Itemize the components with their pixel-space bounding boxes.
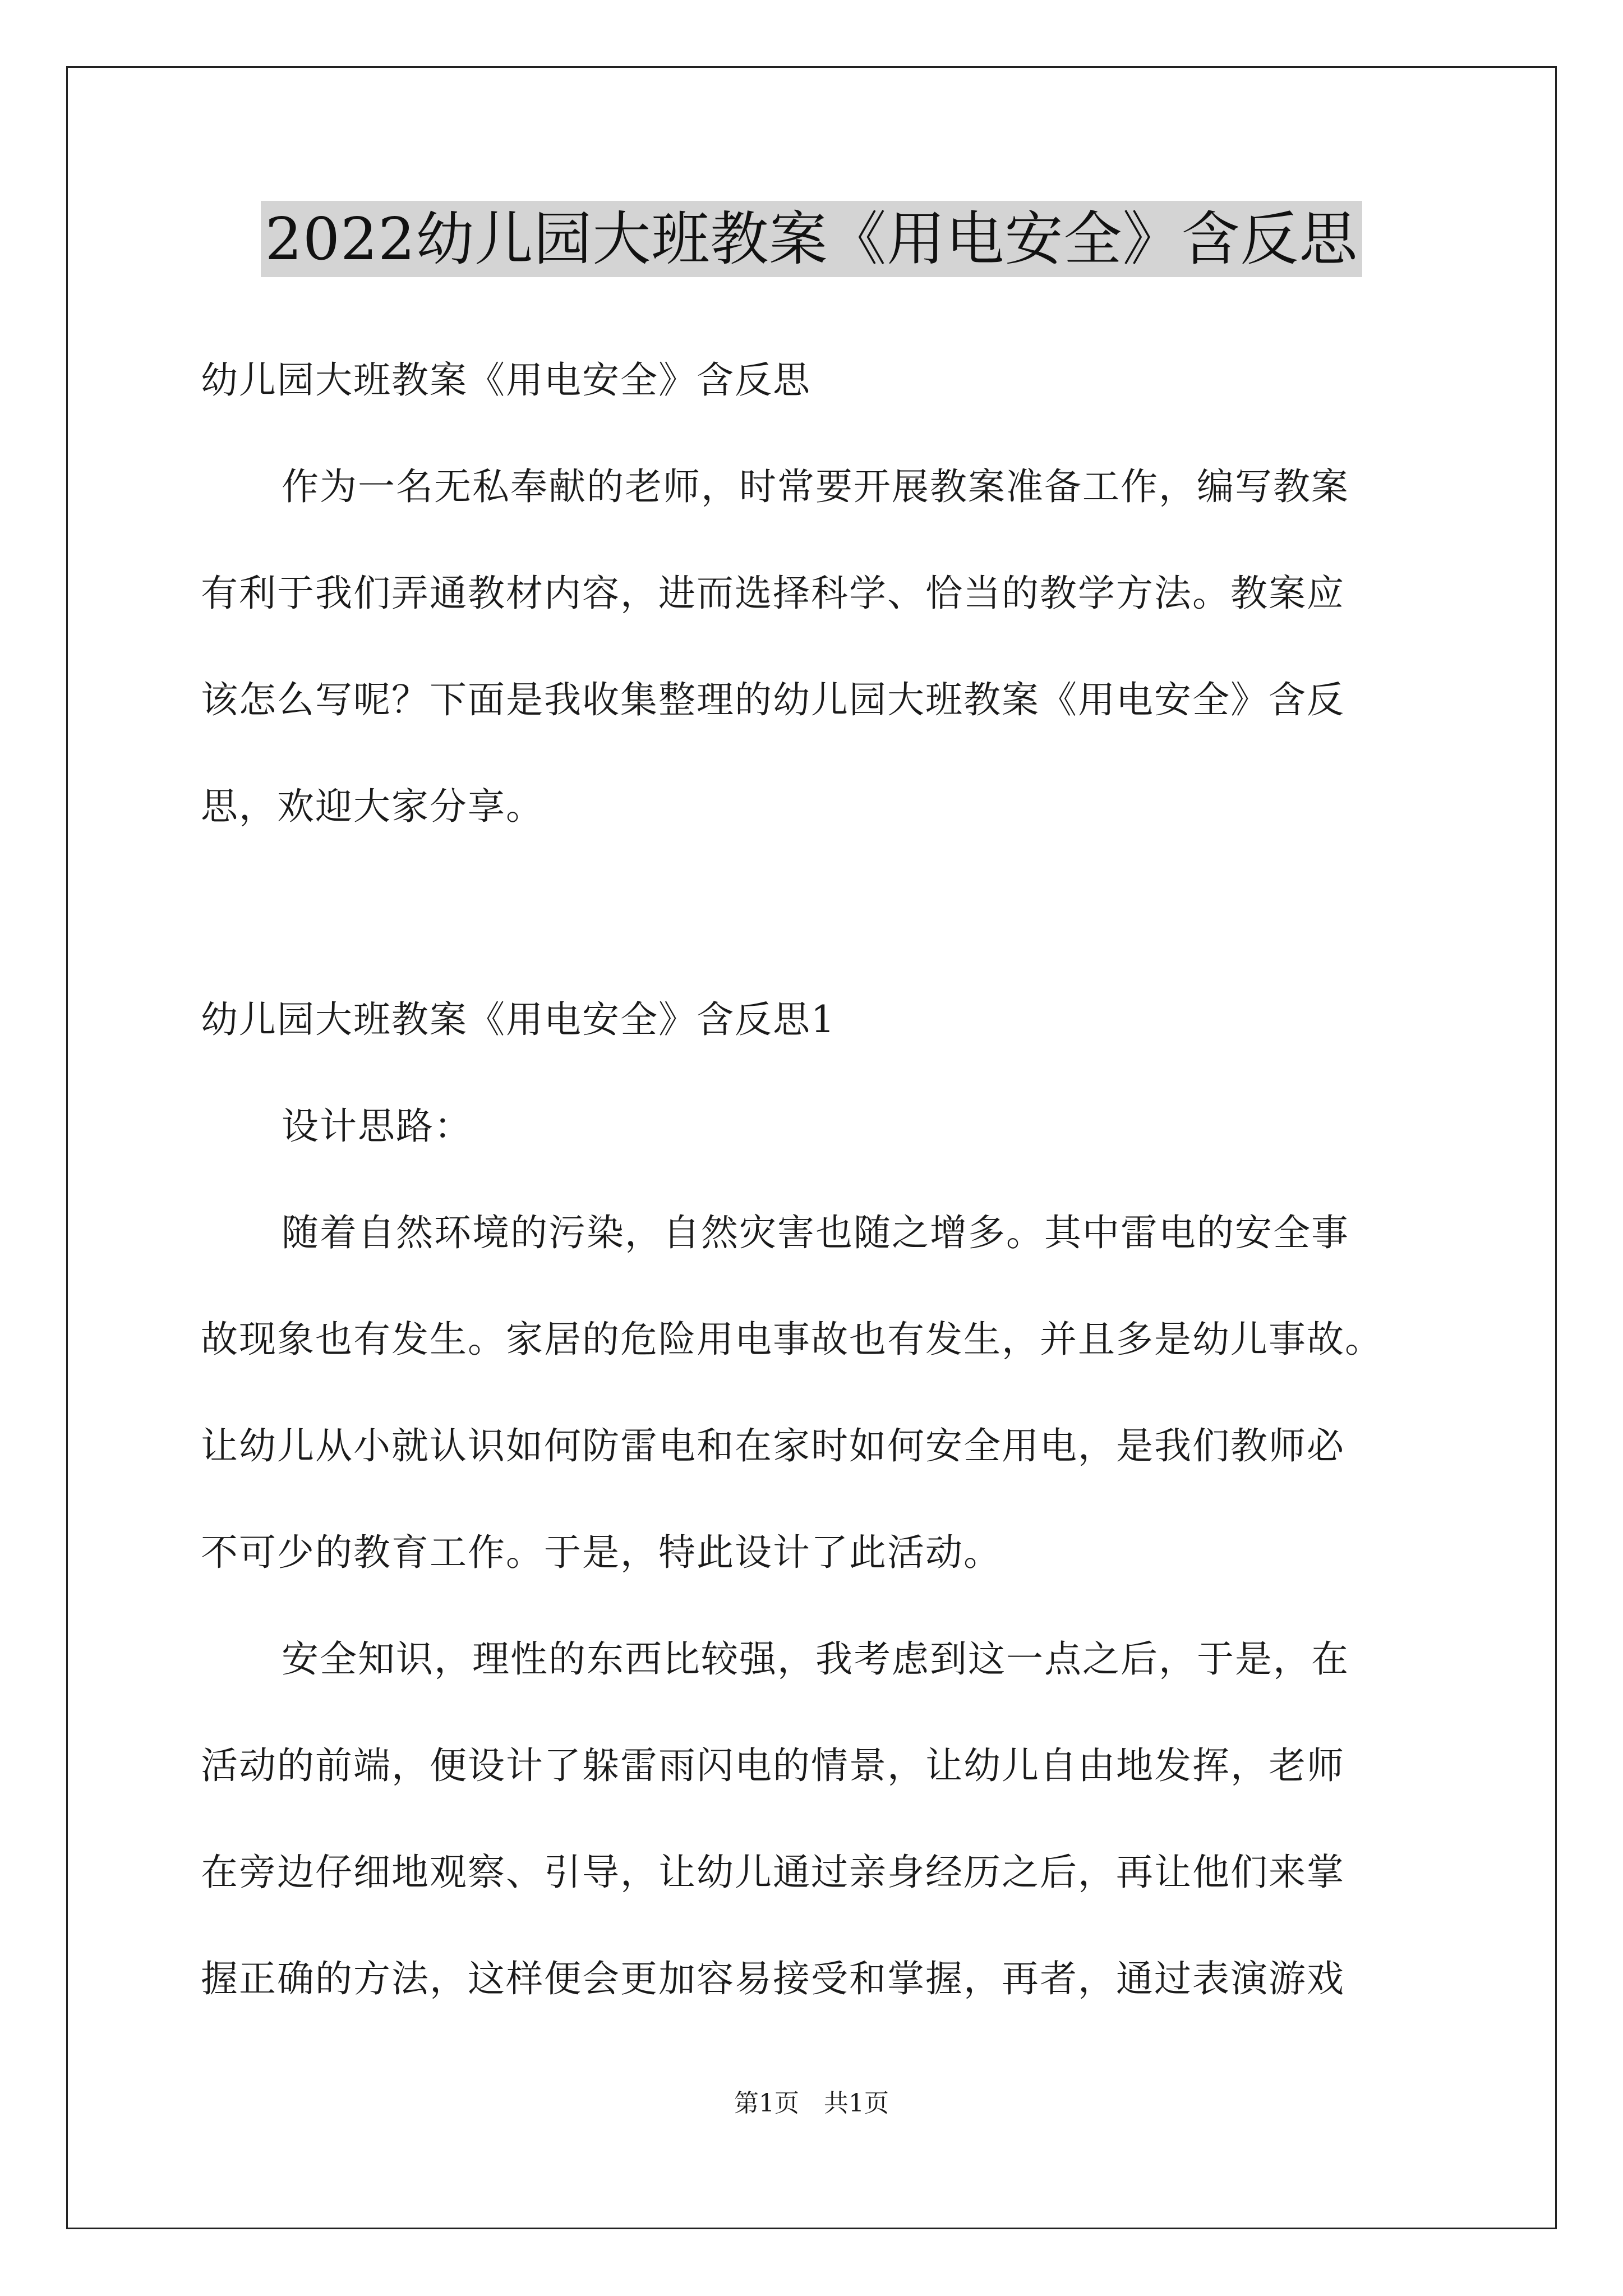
intro-line-1: 作为一名无私奉献的老师，时常要开展教案准备工作，编写教案 bbox=[282, 465, 1349, 508]
para1-line-4: 不可少的教育工作。于是，特此设计了此活动。 bbox=[201, 1531, 1002, 1574]
document-title: 2022幼儿园大班教案《用电安全》含反思 bbox=[261, 201, 1363, 277]
section-heading: 幼儿园大班教案《用电安全》含反思1 bbox=[201, 998, 836, 1041]
page-footer: 第1页 共1页 bbox=[734, 2089, 889, 2118]
design-label: 设计思路： bbox=[282, 1105, 472, 1148]
para2-line-3: 在旁边仔细地观察、引导，让幼儿通过亲身经历之后，再让他们来掌 bbox=[201, 1851, 1345, 1894]
para2-line-1: 安全知识，理性的东西比较强，我考虑到这一点之后，于是，在 bbox=[282, 1637, 1349, 1681]
para1-line-2: 故现象也有发生。家居的危险用电事故也有发生，并且多是幼儿事故。 bbox=[201, 1318, 1383, 1361]
intro-line-4: 思，欢迎大家分享。 bbox=[201, 785, 544, 828]
para1-line-1: 随着自然环境的污染，自然灾害也随之增多。其中雷电的安全事 bbox=[282, 1211, 1349, 1254]
para1-line-3: 让幼儿从小就认识如何防雷电和在家时如何安全用电，是我们教师必 bbox=[201, 1424, 1345, 1467]
para2-line-4: 握正确的方法，这样便会更加容易接受和掌握，再者，通过表演游戏 bbox=[201, 1957, 1345, 2000]
document-subtitle: 幼儿园大班教案《用电安全》含反思 bbox=[201, 358, 811, 402]
para2-line-2: 活动的前端，便设计了躲雷雨闪电的情景，让幼儿自由地发挥，老师 bbox=[201, 1744, 1345, 1787]
intro-line-2: 有利于我们弄通教材内容，进而选择科学、恰当的教学方法。教案应 bbox=[201, 572, 1345, 615]
title-wrap bbox=[0, 201, 1623, 277]
intro-line-3: 该怎么写呢？下面是我收集整理的幼儿园大班教案《用电安全》含反 bbox=[201, 678, 1345, 721]
